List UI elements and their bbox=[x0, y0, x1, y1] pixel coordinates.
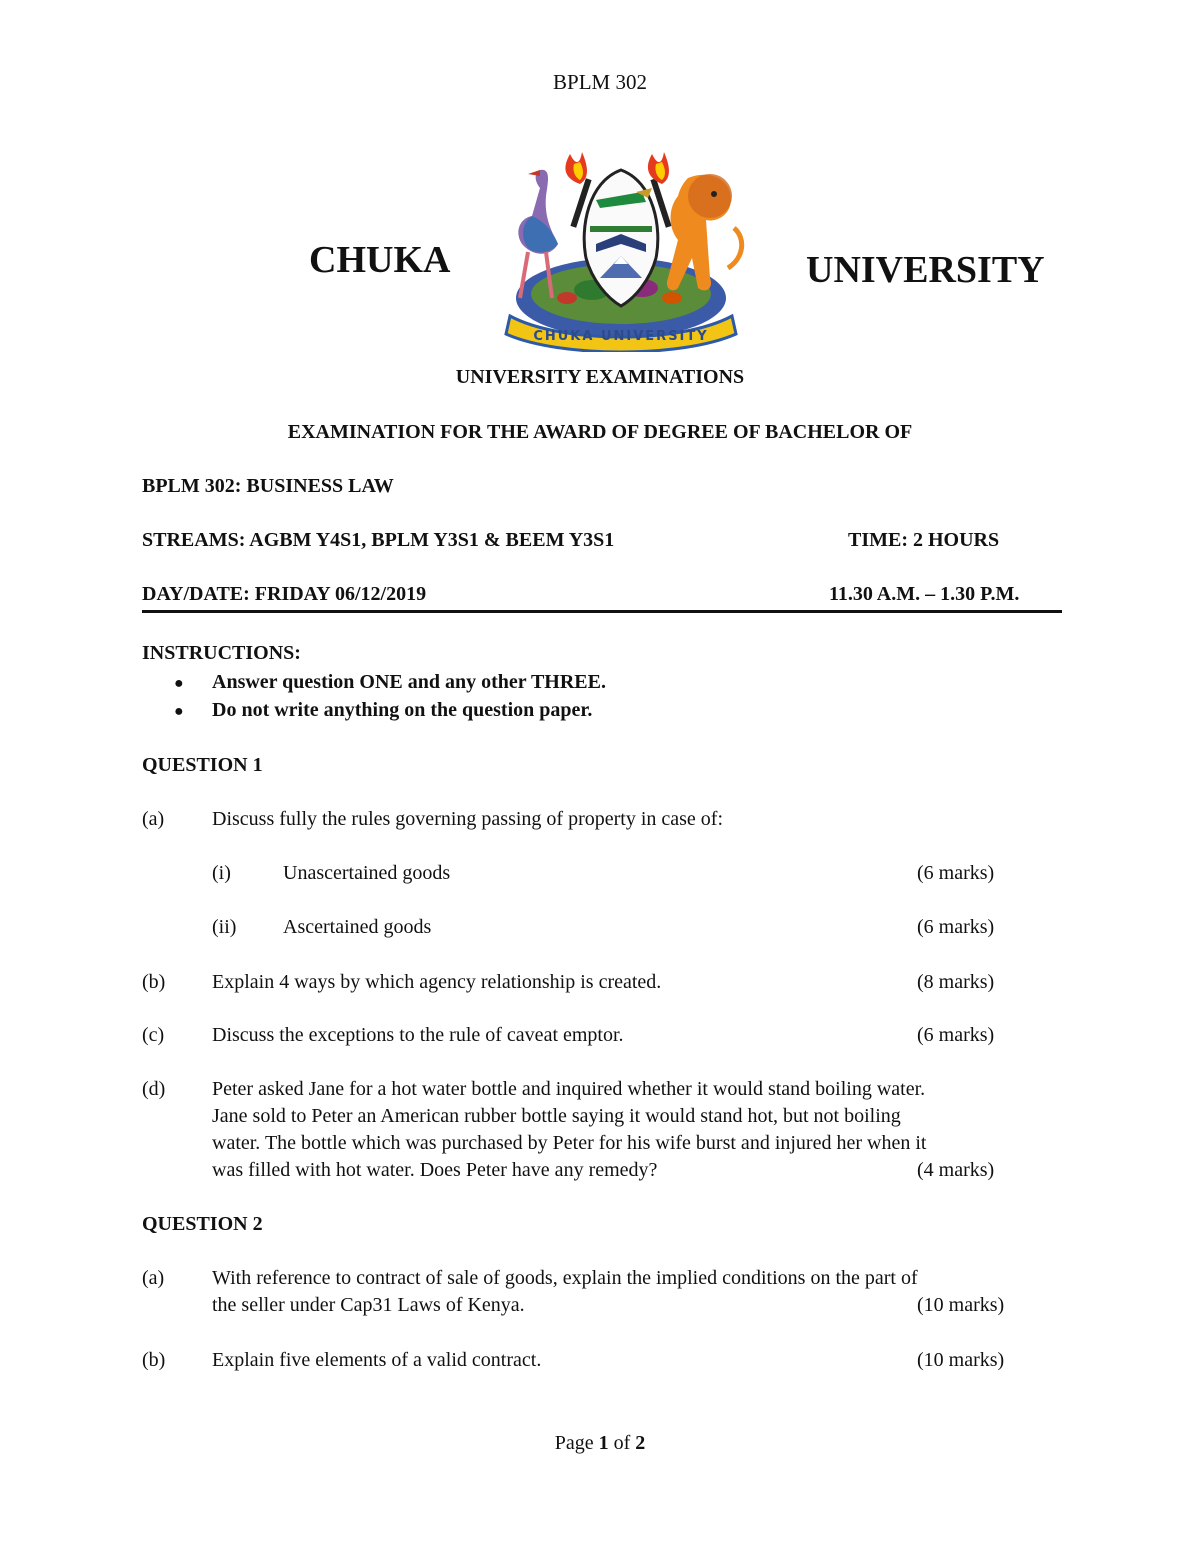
award-line: EXAMINATION FOR THE AWARD OF DEGREE OF BACHELOR OF bbox=[287, 421, 913, 443]
page-word: Page bbox=[554, 1432, 594, 1454]
q1-d-line: Peter asked Jane for a hot water bottle and inquired whether it would stand boiling water. bbox=[212, 1078, 926, 1100]
q1-a-i-text: Unascertained goods bbox=[283, 862, 451, 884]
q2-a-label: (a) bbox=[142, 1267, 165, 1289]
exam-time-range: 11.30 A.M. – 1.30 P.M. bbox=[829, 583, 1020, 605]
streams-line: STREAMS: AGBM Y4S1, BPLM Y3S1 & BEEM Y3S1 bbox=[142, 529, 615, 551]
course-title: BPLM 302: BUSINESS LAW bbox=[142, 475, 394, 497]
q1-d-line: Jane sold to Peter an American rubber bottle saying it would stand hot, but not boiling bbox=[212, 1105, 901, 1127]
q1-d-marks: (4 marks) bbox=[917, 1159, 995, 1181]
q1-a-ii-text: Ascertained goods bbox=[283, 916, 432, 938]
q1-a-ii-label: (ii) bbox=[212, 916, 237, 938]
q1-a-i-label: (i) bbox=[212, 862, 231, 884]
q1-d-line: was filled with hot water. Does Peter have any remedy? bbox=[212, 1159, 658, 1181]
q2-b-label: (b) bbox=[142, 1349, 166, 1371]
q1-a-label: (a) bbox=[142, 808, 165, 830]
q1-a-ii-marks: (6 marks) bbox=[917, 916, 995, 938]
q1-b-marks: (8 marks) bbox=[917, 971, 995, 993]
header-divider bbox=[142, 610, 1062, 613]
header-course-code: BPLM 302 bbox=[553, 70, 647, 94]
q2-a-line: With reference to contract of sale of goods, explain the implied conditions on the part of bbox=[212, 1267, 918, 1289]
q1-b-label: (b) bbox=[142, 971, 166, 993]
q2-a-marks: (10 marks) bbox=[917, 1294, 1005, 1316]
exam-duration: TIME: 2 HOURS bbox=[848, 529, 1000, 551]
q1-b-text: Explain 4 ways by which agency relationship is created. bbox=[212, 971, 662, 993]
of-word: of bbox=[613, 1432, 631, 1454]
instructions-heading: INSTRUCTIONS: bbox=[142, 642, 301, 664]
instruction-item: Do not write anything on the question paper. bbox=[212, 699, 593, 721]
university-crest-logo bbox=[492, 148, 750, 352]
q1-a-text: Discuss fully the rules governing passing of property in case of: bbox=[212, 808, 724, 830]
instruction-item: Answer question ONE and any other THREE. bbox=[212, 671, 606, 693]
current-page-number: 1 bbox=[598, 1432, 609, 1454]
q1-d-label: (d) bbox=[142, 1078, 166, 1100]
exam-title: UNIVERSITY EXAMINATIONS bbox=[455, 366, 745, 388]
q2-b-marks: (10 marks) bbox=[917, 1349, 1005, 1371]
q2-a-line: the seller under Cap31 Laws of Kenya. bbox=[212, 1294, 525, 1316]
question-2-heading: QUESTION 2 bbox=[142, 1213, 263, 1235]
bullet-icon: ● bbox=[174, 703, 184, 720]
bullet-icon: ● bbox=[174, 675, 184, 692]
q1-a-i-marks: (6 marks) bbox=[917, 862, 995, 884]
q1-c-label: (c) bbox=[142, 1024, 165, 1046]
question-1-heading: QUESTION 1 bbox=[142, 754, 263, 776]
q1-c-marks: (6 marks) bbox=[917, 1024, 995, 1046]
q1-d-line: water. The bottle which was purchased by Peter for his wife burst and injured her when it bbox=[212, 1132, 927, 1154]
university-name-left: CHUKA bbox=[309, 239, 451, 281]
q2-b-text: Explain five elements of a valid contract. bbox=[212, 1349, 542, 1371]
exam-day-date: DAY/DATE: FRIDAY 06/12/2019 bbox=[142, 583, 427, 605]
total-pages: 2 bbox=[635, 1432, 646, 1454]
page-number-footer bbox=[0, 1432, 1200, 1455]
svg-text:CHUKA UNIVERSITY: CHUKA UNIVERSITY bbox=[533, 329, 709, 344]
q1-c-text: Discuss the exceptions to the rule of caveat emptor. bbox=[212, 1024, 624, 1046]
university-name-right: UNIVERSITY bbox=[806, 249, 1045, 291]
